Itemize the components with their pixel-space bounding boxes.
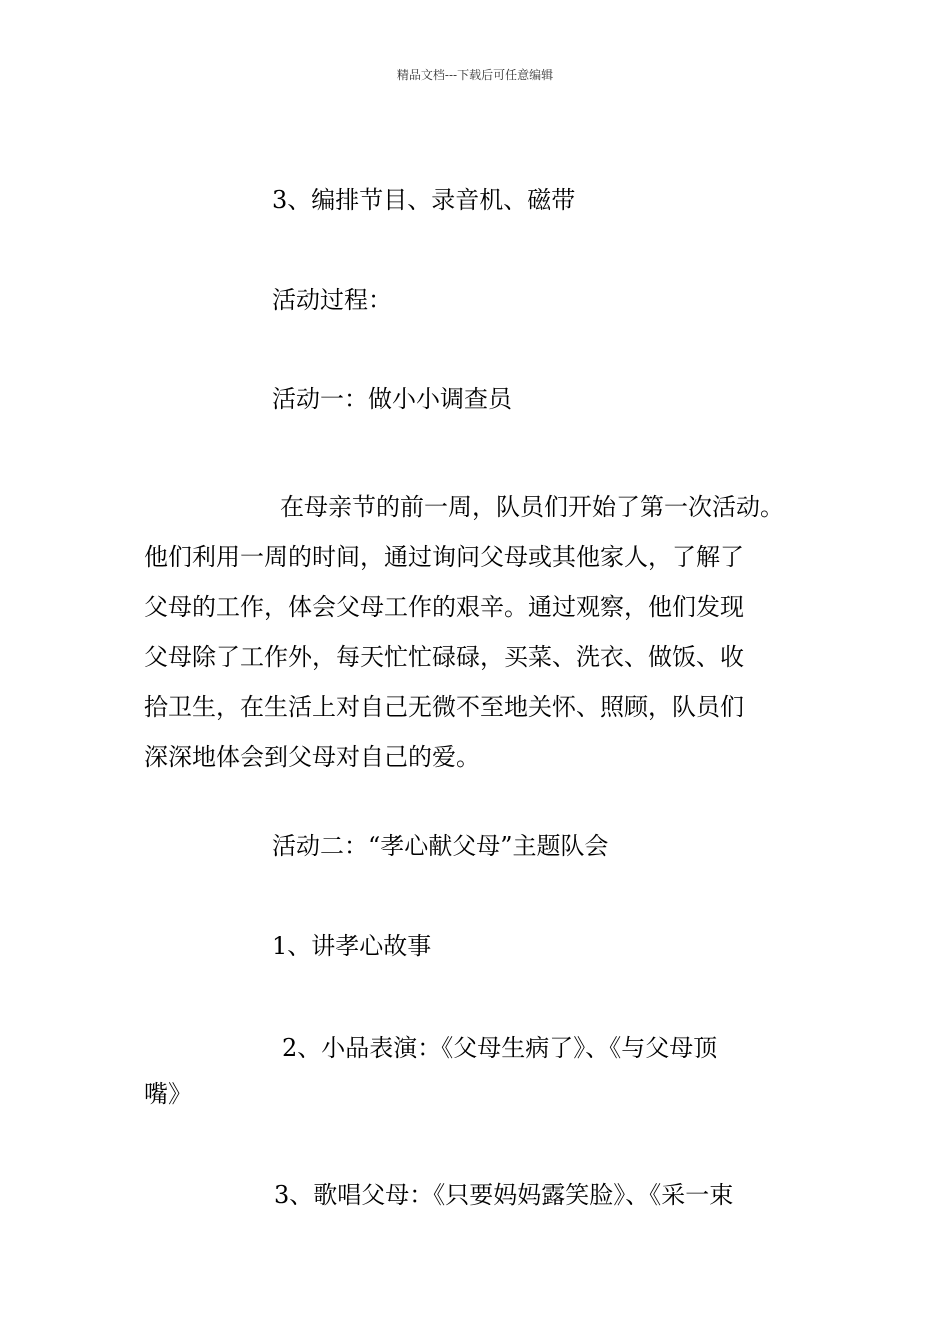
- activity-one-heading: 活动一：做小小调查员: [272, 385, 512, 413]
- activity-two-heading: 活动二：“孝心献父母”主题队会: [272, 832, 609, 860]
- materials-item: 3、编排节目、录音机、磁带: [272, 186, 576, 214]
- song-item: 3、歌唱父母：《只要妈妈露笑脸》、《采一束: [274, 1181, 734, 1209]
- skit-item: [144, 1025, 819, 1117]
- paragraph-line: 在母亲节的前一周，队员们开始了第一次活动。: [280, 493, 784, 521]
- paragraph-line: 2、小品表演：《父母生病了》、《与父母顶: [282, 1034, 718, 1062]
- paragraph-line: 嘴》: [144, 1080, 192, 1108]
- story-item: 1、讲孝心故事: [272, 932, 432, 960]
- paragraph-line: 父母除了工作外，每天忙忙碌碌，买菜、洗衣、做饭、收: [144, 643, 744, 671]
- paragraph-line: 他们利用一周的时间，通过询问父母或其他家人，了解了: [144, 543, 744, 571]
- paragraph-line: 深深地体会到父母对自己的爱。: [144, 743, 480, 771]
- document-header: 精品文档---下载后可任意编辑: [396, 68, 554, 82]
- paragraph-line: 父母的工作，体会父母工作的艰辛。通过观察，他们发现: [144, 593, 744, 621]
- paragraph-line: 拾卫生，在生活上对自己无微不至地关怀、照顾，队员们: [144, 693, 744, 721]
- process-heading: 活动过程：: [272, 286, 392, 314]
- activity-one-paragraph: [144, 482, 819, 782]
